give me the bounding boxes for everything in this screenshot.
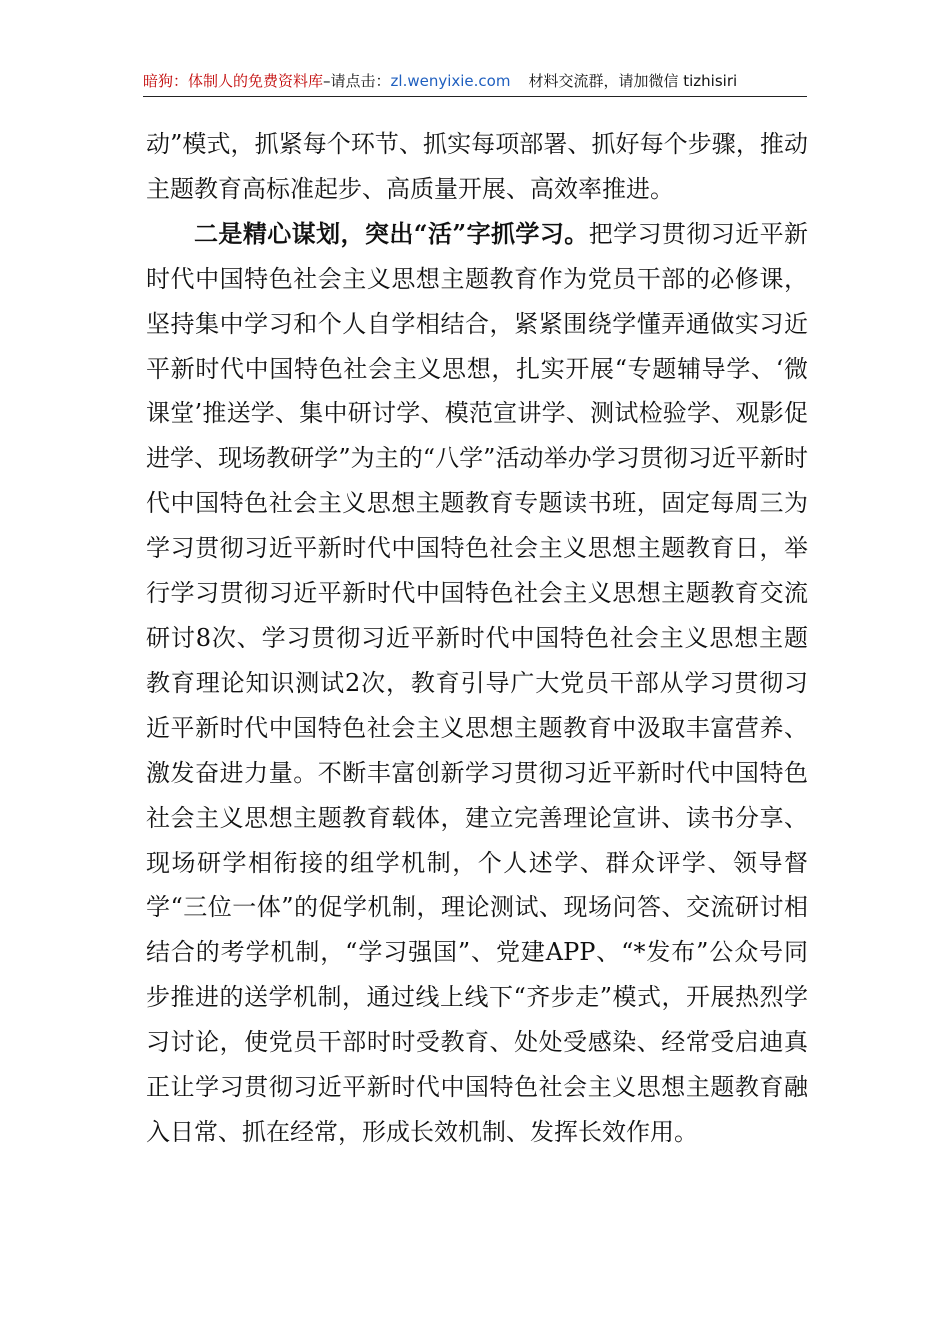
paragraph-body: 把学习贯彻习近平新时代中国特色社会主义思想主题教育作为党员干部的必修课，坚持集中学习和个人自学相结合，紧紧围绕学懂弄通做实习近平新时代中国特色社会主义思想，扎实开展“专题辅导学、‘微课堂’推送学、集中研讨学、模范宣讲学、测试检验学、观影促进学、现场教研学”为主的“八学”活动举办学习贯彻习近平新时代中国特色社会主义思想主题教育专题读书班，固定每周三为学习贯彻习近平新时代中国特色社会主义思想主题教育日，举行学习贯彻习近平新时代中国特色社会主义思想主题教育交流研讨8次、学习贯彻习近平新时代中国特色社会主义思想主题教育理论知识测试2次，教育引导广大党员干部从学习贯彻习近平新时代中国特色社会主义思想主题教育中汲取丰富营养、激发奋进力量。不断丰富创新学习贯彻习近平新时代中国特色社会主义思想主题教育载体，建立完善理论宣讲、读书分享、现场研学相衔接的组学机制，个人述学、群众评学、领导督学“三位一体”的促学机制，理论测试、现场问答、交流研讨相结合的考学机制，“学习强国”、党建APP、“*发布”公众号同步推进的送学机制，通过线上线下“齐步走”模式，开展热烈学习讨论，使党员干部时时受教育、处处受感染、经常受启迪真正让学习贯彻习近平新时代中国特色社会主义思想主题教育融入日常、抓在经常，形成长效机制、发挥长效作用。 xyxy=(146,219,809,1146)
header-site-link[interactable]: zl.wenyixie.com xyxy=(390,72,511,90)
header-click-prompt: –请点击： xyxy=(323,72,391,90)
paragraph-study xyxy=(146,212,808,1155)
header-group-note: 材料交流群，请加微信 tizhisiri xyxy=(528,72,738,90)
header-brand: 暗狗：体制人的免费资料库 xyxy=(143,72,324,90)
document-body xyxy=(146,122,808,1155)
page-header xyxy=(143,68,807,97)
paragraph-lead-heading: 二是精心谋划，突出“活”字抓学习。 xyxy=(194,218,589,248)
paragraph-continuation: 动”模式，抓紧每个环节、抓实每项部署、抓好每个步骤，推动主题教育高标准起步、高质量开展、高效率推进。 xyxy=(146,130,808,203)
